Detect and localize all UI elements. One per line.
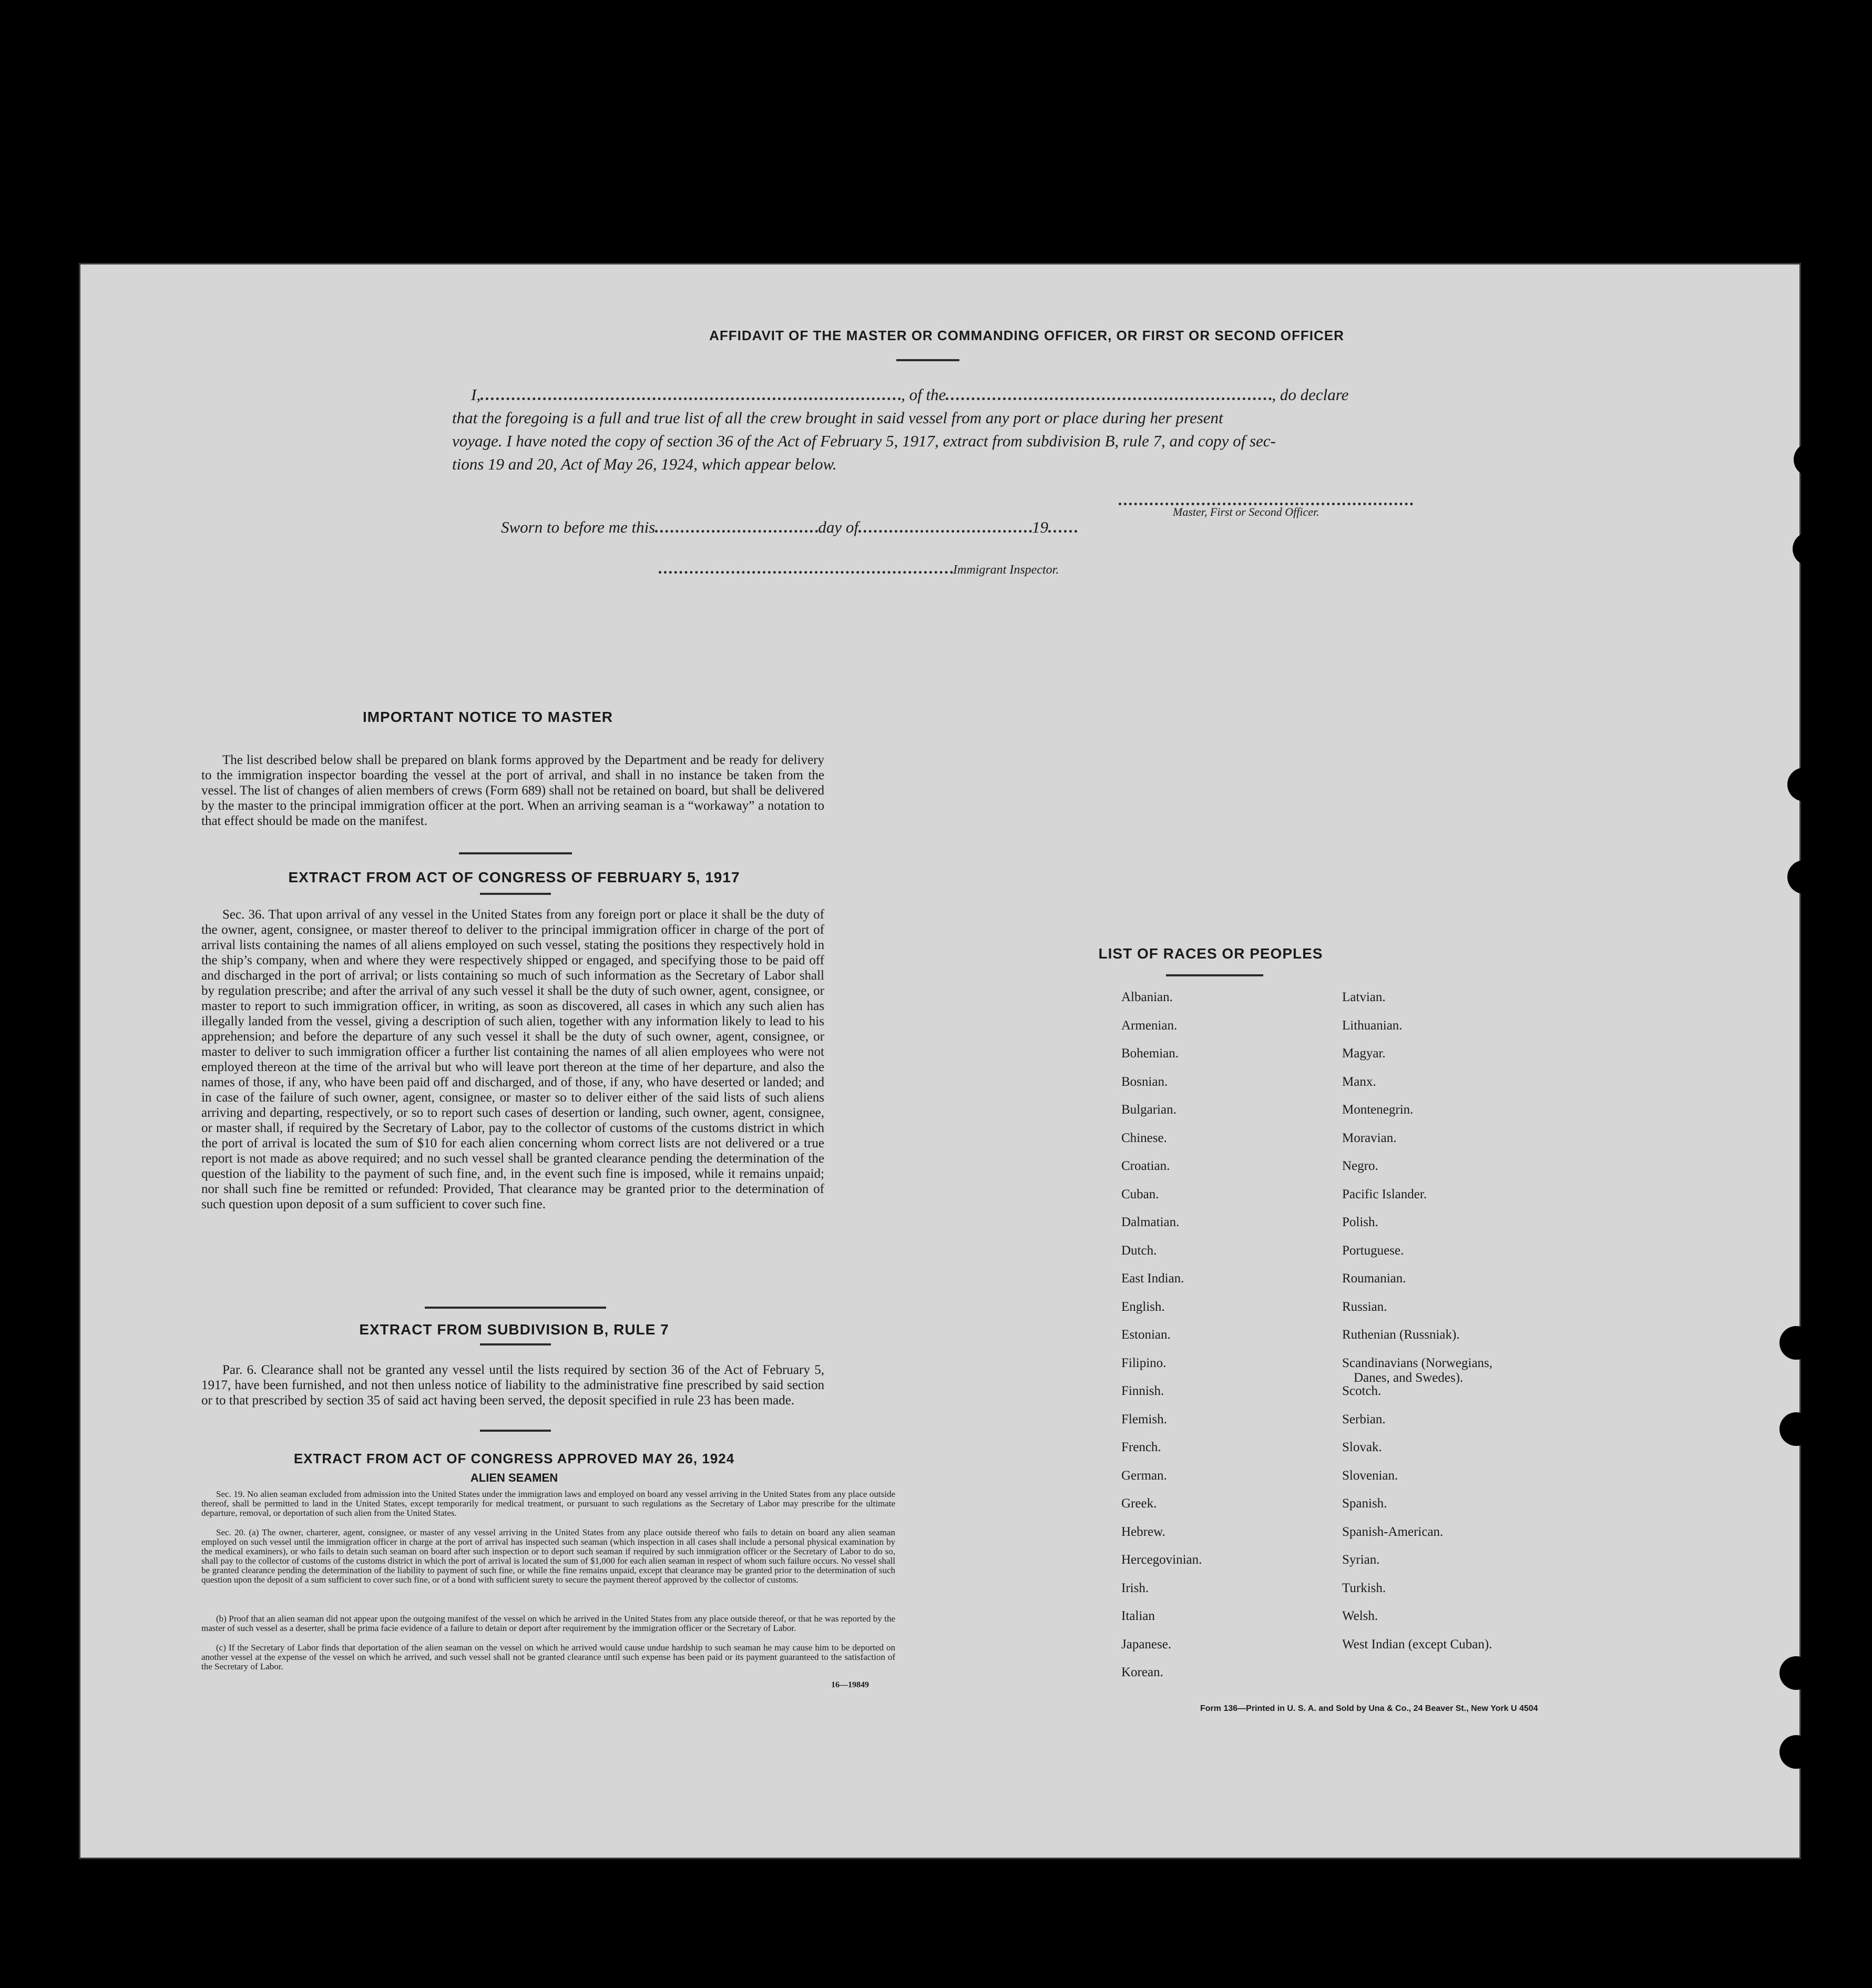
race-item: English. — [1121, 1299, 1165, 1314]
race-item: Dalmatian. — [1121, 1215, 1180, 1229]
affidavit-statement-2: voyage. I have noted the copy of section 36 of the Act of February 5, 1917, extract from subdivision B, rule 7, and copy of sec- — [452, 432, 1276, 450]
race-item: Manx. — [1342, 1074, 1376, 1089]
race-item: Korean. — [1121, 1665, 1163, 1679]
race-item: French. — [1121, 1440, 1161, 1454]
race-item: Roumanian. — [1342, 1271, 1406, 1286]
form-footer-note: Form 136—Printed in U. S. A. and Sold by Una & Co., 24 Beaver St., New York U 4504 — [1200, 1704, 1538, 1713]
race-item: Turkish. — [1342, 1581, 1386, 1595]
of-the-label: , of the — [901, 385, 946, 404]
binder-hole — [1779, 1735, 1813, 1769]
race-item: German. — [1121, 1468, 1167, 1483]
section-36-divider — [425, 1307, 606, 1309]
race-item: Bohemian. — [1121, 1046, 1179, 1061]
race-item: Scandinavians (Norwegians, — [1342, 1355, 1493, 1370]
race-item: Magyar. — [1342, 1046, 1386, 1061]
affidavit-declare-line — [471, 384, 1649, 405]
subdivision-title: EXTRACT FROM SUBDIVISION B, RULE 7 — [359, 1321, 669, 1338]
title-divider — [896, 359, 959, 361]
section-20c-text: (c) If the Secretary of Labor finds that deportation of the alien seaman on the vessel on which he arrived would cause undue hardship to such seaman he may cause him to be deported on another vessel at the expense of the vessel on which he arrived, and such vessel shall not be granted clearance until such expense has been paid or its payment guaranteed to the satisfaction of the Secretary of Labor. — [201, 1643, 895, 1671]
month-blank[interactable] — [858, 530, 1032, 533]
race-item: Slovenian. — [1342, 1468, 1398, 1483]
sworn-label: Sworn to before me this — [501, 518, 656, 536]
extract-1924-title: EXTRACT FROM ACT OF CONGRESS APPROVED MAY 26, 1924 — [293, 1451, 735, 1466]
race-item: Dutch. — [1121, 1243, 1157, 1258]
name-blank[interactable] — [480, 397, 901, 400]
race-item: Slovak. — [1342, 1440, 1382, 1454]
notice-title: IMPORTANT NOTICE TO MASTER — [362, 709, 613, 725]
race-item: West Indian (except Cuban). — [1342, 1637, 1492, 1651]
inspector-caption: Immigrant Inspector. — [953, 563, 1059, 577]
binder-hole — [1787, 860, 1821, 894]
section-20b-text: (b) Proof that an alien seaman did not appear upon the outgoing manifest of the vessel on which he arrived in the United States from any place outside thereof, or that he was reported by the master of such vessel as a deserter, shall be prima facie evidence of a failure to detain or deport after requirement by the immigration officer or the Secretary of Labor. — [201, 1614, 895, 1633]
race-item: Chinese. — [1121, 1130, 1167, 1145]
race-item: Flemish. — [1121, 1412, 1167, 1426]
race-item: Danes, and Swedes). — [1354, 1370, 1464, 1385]
binder-hole — [1779, 1656, 1813, 1690]
vessel-blank[interactable] — [946, 397, 1272, 400]
race-item: Bosnian. — [1121, 1074, 1168, 1089]
binder-hole — [1793, 532, 1826, 566]
print-code: 16—19849 — [831, 1680, 869, 1689]
binder-hole — [1779, 1412, 1813, 1446]
races-divider — [1166, 974, 1263, 976]
affidavit-title: AFFIDAVIT OF THE MASTER OR COMMANDING OFFICER, OR FIRST OR SECOND OFFICER — [709, 328, 1344, 343]
extract-1917-divider — [480, 893, 551, 895]
race-item: Armenian. — [1121, 1018, 1178, 1033]
year-label: 19 — [1031, 518, 1048, 536]
race-item: Negro. — [1342, 1159, 1378, 1173]
notice-text: The list described below shall be prepared on blank forms approved by the Department and be ready for delivery to the immigration inspector boarding the vessel at the port of arrival, and shall in no instance be taken from the vessel. The list of changes of alien members of crews (Form 689) shall not be retained on board, but shall be delivered by the master to the principal immigration officer at the port. When an arriving seaman is a “workaway” a notation to that effect should be made on the manifest. — [201, 753, 824, 828]
race-item: Finnish. — [1121, 1384, 1164, 1398]
race-item: Lithuanian. — [1342, 1018, 1403, 1033]
section-36-text: Sec. 36. That upon arrival of any vessel in the United States from any foreign port or place it shall be the duty of the owner, agent, consignee, or master thereof to deliver to the principal immigration officer in charge of the port of arrival lists containing the names of all aliens employed on such vessel, stating the positions they respectively hold in the ship’s company, when and where they were respectively shipped or engaged, and specifying those to be paid off and discharged in the port of arrival; or lists containing so much of such information as the Secretary of Labor shall by regulation prescribe; and after the arrival of any such vessel it shall be the duty of such owner, agent, consignee, or master to report to such immigration officer, in writing, as soon as discovered, all cases in which any such alien has illegally landed from the vessel, giving a description of such alien, together with any information likely to lead to his apprehension; and before the departure of any such vessel it shall be the duty of such owner, agent, consignee, or master to deliver to such immigration officer a further list containing the names of all alien employees who were not employed thereon at the time of the arrival but who will leave port thereon at the time of her departure, and also the names of those, if any, who have been paid off and discharged, and of those, if any, who have deserted or landed; and in case of the failure of such owner, agent, consignee, or master so to deliver either of the said lists of such aliens arriving and departing, respectively, or so to report such cases of desertion or landing, such owner, agent, consignee, or master shall, if required by the Secretary of Labor, pay to the collector of customs of the customs district in which the port of arrival is located the sum of $10 for each alien concerning whom correct lists are not delivered or a true report is not made as above required; and no such vessel shall be granted clearance pending the determination of the question of the liability to the payment of such fine, and, in the event such fine is imposed, while it remains unpaid; nor shall such fine be remitted or refunded: Provided, That clearance may be granted prior to the determination of such question upon deposit of a sum sufficient to cover such fine. — [201, 908, 824, 1211]
race-item: Latvian. — [1342, 990, 1386, 1004]
race-item: Greek. — [1121, 1496, 1157, 1511]
races-title: LIST OF RACES OR PEOPLES — [1098, 945, 1323, 962]
section-19-text: Sec. 19. No alien seaman excluded from admission into the United States under the immigration laws and employed on board any vessel arriving in the United States from any place outside thereof, shall be permitted to land in the United States, except temporarily for medical treatment, or pursuant to such regulations as the Secretary of Labor may prescribe for the ultimate departure, removal, or deportation of such alien from the United States. — [201, 1489, 895, 1518]
race-item: Polish. — [1342, 1215, 1378, 1229]
race-item: Ruthenian (Russniak). — [1342, 1328, 1460, 1342]
sworn-line — [501, 517, 1077, 538]
race-item: Estonian. — [1121, 1328, 1171, 1342]
race-item: Montenegrin. — [1342, 1103, 1414, 1117]
subdivision-divider — [480, 1343, 551, 1345]
race-item: Syrian. — [1342, 1553, 1380, 1567]
race-item: Albanian. — [1121, 990, 1173, 1004]
day-blank[interactable] — [655, 530, 818, 533]
race-item: Serbian. — [1342, 1412, 1386, 1426]
alien-seamen-subtitle: ALIEN SEAMEN — [470, 1471, 558, 1484]
binder-hole — [1779, 1326, 1813, 1360]
race-item: Spanish. — [1342, 1496, 1387, 1511]
binder-hole — [1794, 443, 1827, 476]
race-item: Hercegovinian. — [1121, 1553, 1202, 1567]
inspector-signature-blank[interactable] — [659, 571, 953, 574]
notice-divider — [459, 852, 572, 854]
race-item: Cuban. — [1121, 1187, 1159, 1201]
race-item: Filipino. — [1121, 1355, 1167, 1370]
race-item: Irish. — [1121, 1581, 1149, 1595]
race-item: Italian — [1121, 1609, 1155, 1623]
race-item: Pacific Islander. — [1342, 1187, 1427, 1201]
master-caption: Master, First or Second Officer. — [1173, 505, 1319, 518]
race-item: Japanese. — [1121, 1637, 1172, 1651]
race-item: Spanish-American. — [1342, 1524, 1444, 1539]
affidavit-statement-1: that the foregoing is a full and true list of all the crew brought in said vessel from any port or place during her present — [452, 409, 1223, 427]
binder-hole — [1787, 768, 1821, 801]
affidavit-statement-3: tions 19 and 20, Act of May 26, 1924, which appear below. — [452, 455, 837, 473]
extract-1917-title: EXTRACT FROM ACT OF CONGRESS OF FEBRUARY 5, 1917 — [288, 869, 740, 885]
race-item: East Indian. — [1121, 1271, 1184, 1286]
race-item: Russian. — [1342, 1299, 1387, 1314]
race-item: Bulgarian. — [1121, 1103, 1177, 1117]
race-item: Welsh. — [1342, 1609, 1378, 1623]
race-item: Croatian. — [1121, 1159, 1170, 1173]
paragraph-6-divider — [480, 1430, 551, 1432]
day-of-label: day of — [818, 518, 858, 536]
section-20a-text: Sec. 20. (a) The owner, charterer, agent, consignee, or master of any vessel arriving in the United States from any place outside thereof who fails to detain on board any alien seaman employed on such vessel until the immigration officer in charge at the port of arrival has inspected such seaman (which inspection in all cases shall include a personal physical examination by the medical examiners), or who fails to detain such seaman on board after such inspection or to deport such seaman if required by such immigration officer or the Secretary of Labor to do so, shall pay to the collector of customs of the customs district in which the port of arrival is located the sum of $1,000 for each alien seaman in respect of whom such failure occurs. No vessel shall be granted clearance pending the determination of the liability to payment of such fine, or while the fine remains unpaid, except that clearance may be granted prior to the determination of such question upon the deposit of a sum sufficient to cover such fine, or of a bond with sufficient surety to secure the payment thereof approved by the collector of customs. — [201, 1527, 895, 1585]
paragraph-6-text: Par. 6. Clearance shall not be granted any vessel until the lists required by section 36 of the Act of February 5, 1917, have been furnished, and not then unless notice of liability to the administrative fine prescribed by said section or to that prescribed by section 35 of said act having been served, the deposit specified in rule 23 has been made. — [201, 1363, 824, 1408]
do-declare-label: , do declare — [1272, 385, 1349, 404]
year-blank[interactable] — [1048, 530, 1077, 533]
race-item: Scotch. — [1342, 1384, 1382, 1398]
inspector-line — [659, 563, 1059, 577]
i-label: I, — [471, 385, 481, 404]
race-item: Portuguese. — [1342, 1243, 1404, 1258]
document-page — [79, 263, 1801, 1859]
race-item: Moravian. — [1342, 1130, 1397, 1145]
race-item: Hebrew. — [1121, 1524, 1165, 1539]
